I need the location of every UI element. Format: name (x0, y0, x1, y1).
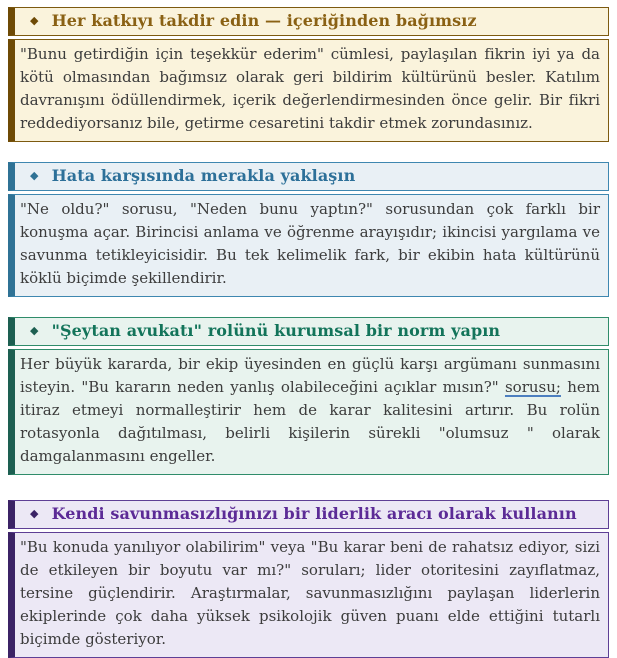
body-text: Her büyük kararda, bir ekip üyesinden en güçlü karşı argümanı sunmasını isteyin. "Bu kararın neden yanlış olabileceğini açıklar mısın?" (20, 355, 600, 396)
card-header (8, 7, 609, 36)
card-devils-advocate (8, 317, 609, 475)
card-curiosity-on-error (8, 162, 609, 297)
card-title: Her katkıyı takdir edin — içeriğinden bağımsız (51, 11, 477, 30)
card-body (8, 532, 609, 658)
card-title: Kendi savunmasızlığınızı bir liderlik aracı olarak kullanın (51, 504, 577, 523)
body-text: "Bu konuda yanılıyor olabilirim" veya "Bu karar beni de rahatsız ediyor, sizi de etkileyen bir boyutu var mı?" soruları; lider otoritesini zayıflatmaz, tersine güçlendirir. Araştırmalar, savunmasızlığını paylaşan liderlerin ekiplerinde çok daha yüksek psikolojik güven puanı elde ettiğini tutarlı biçimde gösteriyor. (20, 538, 600, 648)
card-header (8, 162, 609, 191)
card-appreciate-contribution (8, 7, 609, 142)
card-header (8, 500, 609, 529)
card-title: "Şeytan avukatı" rolünü kurumsal bir norm yapın (51, 321, 501, 340)
body-text: "Ne oldu?" sorusu, "Neden bunu yaptın?" sorusundan çok farklı bir konuşma açar. Birincisi anlama ve öğrenme arayışıdır; ikincisi yargılama ve savunma tetikleyicisidir. Bu tek kelimelik fark, bir ekibin hata kültürünü köklü biçimde şekillendirir. (20, 200, 600, 287)
diamond-bullet-icon: ◆ (30, 169, 39, 182)
diamond-bullet-icon: ◆ (30, 507, 39, 520)
body-text: hem itiraz etmeyi normalleştirir hem de karar kalitesini artırır. Bu rolün rotasyonla dağıtılması, belirli kişilerin sürekli "olumsuz " olarak damgalanmasını engeller. (20, 378, 601, 465)
card-header (8, 317, 609, 346)
body-text: "Bunu getirdiğin için teşekkür ederim" cümlesi, paylaşılan fikrin iyi ya da kötü olmasından bağımsız olarak geri bildirim kültürünü besler. Katılım davranışını ödüllendirmek, içerik değerlendirmesinden önce gelir. Bir fikri reddediyorsanız bile, getirme cesaretini takdir etmek zorundasınız. (20, 45, 600, 132)
diamond-bullet-icon: ◆ (30, 324, 39, 337)
card-vulnerability-leadership (8, 500, 609, 658)
card-body (8, 349, 609, 475)
diamond-bullet-icon: ◆ (30, 14, 39, 27)
card-body (8, 194, 609, 297)
underlined-text: sorusu; (504, 378, 561, 396)
card-body (8, 39, 609, 142)
card-title: Hata karşısında merakla yaklaşın (51, 166, 356, 185)
